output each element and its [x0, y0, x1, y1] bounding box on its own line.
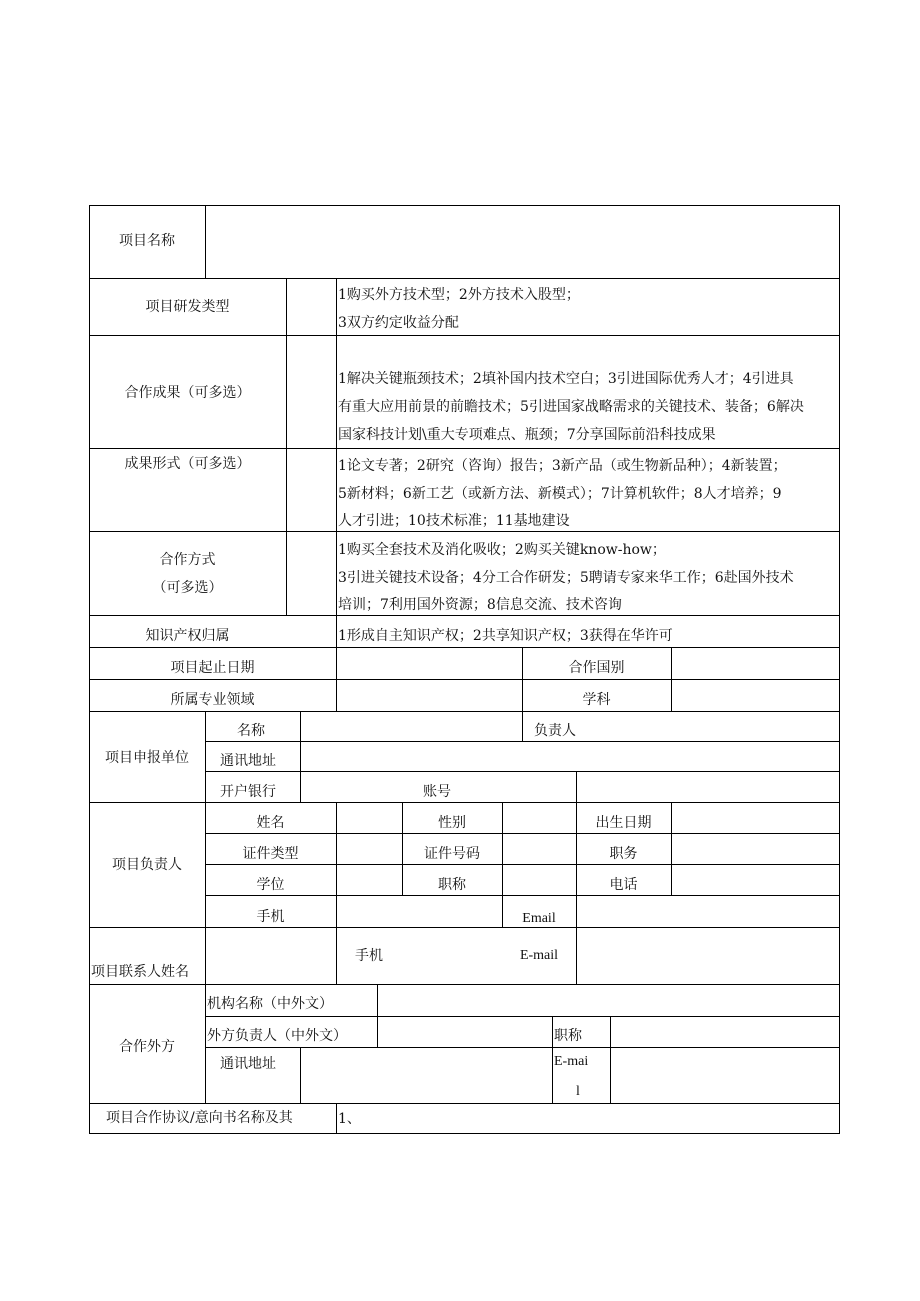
- partner-address-field[interactable]: [302, 1050, 550, 1102]
- applicant-bank-label: 开户银行: [220, 784, 276, 800]
- rd-type-choice-field[interactable]: [288, 283, 334, 333]
- results-options-line2: 有重大应用前景的前瞻技术；5引进国家战略需求的关键技术、装备；6解决: [338, 399, 804, 415]
- ip-label: 知识产权归属: [145, 628, 230, 644]
- leader-email-label: Email: [522, 911, 556, 926]
- partner-head-field[interactable]: [379, 1019, 551, 1046]
- applicant-head-label: 负责人: [534, 723, 576, 739]
- applicant-name-label: 名称: [237, 723, 265, 739]
- applicant-bank-field[interactable]: [302, 774, 422, 801]
- coop-mode-label-line1: 合作方式: [159, 552, 216, 568]
- field-label: 所属专业领域: [170, 692, 255, 708]
- country-label: 合作国别: [568, 660, 625, 676]
- leader-id-type-field[interactable]: [338, 836, 400, 863]
- dates-field[interactable]: [338, 650, 520, 678]
- ip-options: 1形成自主知识产权；2共享知识产权；3获得在华许可: [338, 628, 673, 644]
- coop-mode-options-line1: 1购买全套技术及消化吸收；2购买关键know-how；: [338, 542, 666, 558]
- leader-title-field[interactable]: [504, 867, 574, 894]
- applicant-address-field[interactable]: [302, 744, 837, 770]
- contact-email-field[interactable]: [578, 930, 837, 983]
- leader-name-field[interactable]: [338, 805, 400, 832]
- applicant-name-field[interactable]: [302, 714, 520, 740]
- partner-head-label: 外方负责人（中外文）: [207, 1028, 347, 1044]
- partner-email-label-line2: l: [576, 1084, 580, 1099]
- coop-mode-label-line2: （可多选）: [152, 580, 223, 596]
- applicant-address-label: 通讯地址: [220, 753, 276, 769]
- partner-org-label: 机构名称（中外文）: [207, 996, 333, 1012]
- rd-type-options-line2: 3双方约定收益分配: [338, 315, 459, 331]
- leader-gender-field[interactable]: [504, 805, 574, 832]
- rd-type-options-line1: 1购买外方技术型；2外方技术入股型；: [338, 287, 580, 303]
- applicant-label: 项目申报单位: [105, 750, 189, 766]
- leader-id-no-label: 证件号码: [424, 846, 480, 862]
- coop-mode-options-line3: 培训；7利用国外资源；8信息交流、技术咨询: [338, 597, 622, 613]
- leader-gender-label: 性别: [438, 815, 466, 831]
- field-field[interactable]: [338, 682, 520, 710]
- leader-email-field[interactable]: [578, 898, 837, 926]
- project-name-field[interactable]: [207, 207, 837, 277]
- applicant-account-label: 账号: [423, 784, 451, 800]
- leader-mobile-label: 手机: [256, 909, 285, 925]
- application-form-table: [89, 205, 840, 1134]
- results-options-line3: 国家科技计划\重大专项难点、瓶颈；7分享国际前沿科技成果: [338, 427, 716, 443]
- leader-degree-label: 学位: [256, 877, 285, 893]
- agreement-label: 项目合作协议/意向书名称及其: [106, 1110, 293, 1126]
- project-name-label: 项目名称: [119, 233, 175, 249]
- leader-title-label: 职称: [438, 877, 466, 893]
- leader-birth-label: 出生日期: [595, 815, 652, 831]
- leader-birth-field[interactable]: [673, 805, 837, 832]
- partner-position-field[interactable]: [612, 1019, 837, 1046]
- subject-label: 学科: [582, 692, 611, 708]
- result-form-choice-field[interactable]: [288, 453, 334, 529]
- agreement-field[interactable]: 1、: [338, 1111, 361, 1127]
- partner-address-label: 通讯地址: [220, 1056, 276, 1072]
- rd-type-label: 项目研发类型: [145, 299, 230, 315]
- dates-label: 项目起止日期: [170, 660, 255, 676]
- leader-degree-field[interactable]: [338, 867, 400, 894]
- partner-org-field[interactable]: [379, 987, 837, 1015]
- leader-id-type-label: 证件类型: [242, 846, 299, 862]
- leader-id-no-field[interactable]: [504, 836, 574, 863]
- contact-email-label: E-mail: [519, 948, 559, 963]
- subject-field[interactable]: [673, 682, 837, 710]
- result-form-label: 成果形式（可多选）: [124, 456, 251, 472]
- leader-position-field[interactable]: [673, 836, 837, 863]
- partner-email-field[interactable]: [612, 1050, 837, 1102]
- partner-email-label-line1: E-mai: [554, 1054, 589, 1069]
- applicant-account-field[interactable]: [579, 774, 837, 801]
- contact-label: 项目联系人姓名: [91, 964, 189, 980]
- results-choice-field[interactable]: [288, 339, 334, 445]
- leader-phone-label: 电话: [609, 877, 638, 893]
- results-options-line1: 1解决关键瓶颈技术；2填补国内技术空白；3引进国际优秀人才；4引进具: [338, 371, 794, 387]
- coop-mode-choice-field[interactable]: [288, 535, 334, 613]
- leader-name-label: 姓名: [256, 815, 285, 831]
- partner-position-label: 职称: [554, 1028, 582, 1044]
- ip-choice-field[interactable]: [288, 618, 334, 645]
- partner-label: 合作外方: [119, 1039, 175, 1055]
- applicant-head-field[interactable]: [589, 714, 837, 740]
- result-form-options-line3: 人才引进；10技术标准；11基地建设: [338, 513, 570, 529]
- result-form-options-line1: 1论文专著；2研究（咨询）报告；3新产品（或生物新品种）；4新装置；: [338, 458, 787, 474]
- country-field[interactable]: [673, 650, 837, 678]
- leader-position-label: 职务: [609, 846, 638, 862]
- coop-mode-options-line2: 3引进关键技术设备；4分工合作研发；5聘请专家来华工作；6赴国外技术: [338, 570, 794, 586]
- contact-name-field[interactable]: [207, 930, 335, 983]
- leader-label: 项目负责人: [112, 857, 182, 873]
- leader-phone-field[interactable]: [673, 867, 837, 894]
- result-form-options-line2: 5新材料；6新工艺（或新方法、新模式）；7计算机软件；8人才培养；9: [338, 486, 782, 502]
- contact-mobile-label: 手机: [355, 948, 383, 964]
- results-label: 合作成果（可多选）: [124, 385, 251, 401]
